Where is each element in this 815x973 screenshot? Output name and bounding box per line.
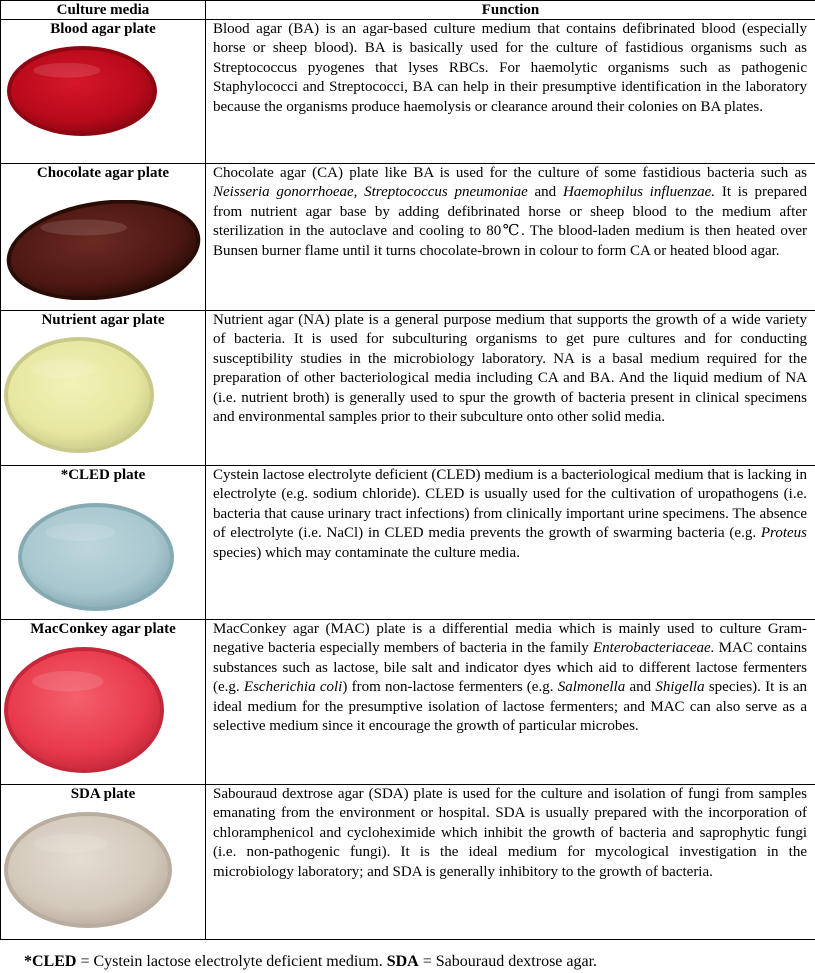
description-text: species). It is an ideal medium for the presumptive isolation of lactose fermenters; and MAC can also serve as a selective medium since it encourage the growth of particular microbes. [213,679,808,735]
italic-term: Enterobacteriaceae. [592,640,715,657]
footnote-abbr-sda: SDA [386,953,419,970]
plate-agar-surface [8,651,160,769]
description-text: and [625,679,656,696]
plate-highlight [45,523,115,541]
function-cell [206,620,815,785]
media-cell [1,164,206,311]
description-text: Cystein lactose electrolyte deficient (CLED) medium is a bacteriological medium that is lacking in electrolyte (e.g. sodium chloride). CLED is usually used for the cultivation of uropathogens (i.e. bacteria that cause urinary tract infections) from clinically important urine specimens. The absence of electrolyte (i.e. NaCl) in CLED media prevents the growth of swarming bacteria (e.g. [213,467,807,542]
plate-agar-surface [8,816,168,924]
function-description [206,20,815,117]
italic-term: Proteus [760,525,807,542]
agar-plate-image [3,811,173,929]
plate-highlight [33,63,100,78]
plate-highlight [40,220,127,236]
italic-term: Neisseria gonorrhoeae, Streptococcus pneumoniae [213,184,528,201]
function-description [206,785,815,882]
italic-term: Haemophilus influenzae. [562,184,716,201]
media-name: MacConkey agar plate [30,621,176,637]
media-cell [1,620,206,785]
media-name: SDA plate [70,786,136,802]
footnote [24,952,597,972]
agar-plate-image [6,45,158,137]
table-header-row [1,1,815,20]
table-row [1,785,815,940]
function-cell [206,20,815,164]
column-header-culture-media: Culture media [1,1,206,20]
description-text: Blood agar (BA) is an agar-based culture medium that contains defibrinated blood (especially horse or sheep blood). BA is basically used for the culture of fastidious organisms such as Streptococcus pyogenes that lyses RBCs. For haemolytic organisms such as pathogenic Staphylococci and Streptococci, BA can help in their presumptive identification in the laboratory because the organisms produce haemolysis or clearance around their colonies on BA plates. [213,21,807,115]
table-row [1,620,815,785]
description-text: Nutrient agar (NA) plate is a general purpose medium that supports the growth of a wide variety of bacteria. It is used for subculturing organisms to get pure cultures and for conducting susceptibility studies in the microbiology laboratory. NA is a basal medium required for the preparation of other bacteriological media including CA and BA. And the liquid medium of NA (i.e. nutrient broth) is generally used to spur the growth of bacteria present in clinical specimens and environmental samples prior to their subculture onto other solid media. [213,312,807,426]
media-cell [1,785,206,940]
description-text: Chocolate agar (CA) plate like BA is used for the culture of some fastidious bacteria such as [213,165,807,181]
description-text: and [527,184,563,201]
media-name: Blood agar plate [50,21,156,37]
table-row [1,466,815,620]
agar-plate-image [5,200,202,300]
media-name: Chocolate agar plate [36,165,170,181]
plate-agar-surface [8,341,150,449]
plate-agar-surface [22,507,170,607]
italic-term: Shigella [655,679,705,696]
media-name: *CLED plate [60,467,146,483]
media-cell [1,20,206,164]
plate-agar-surface [5,200,202,300]
function-description [206,466,815,563]
function-description [206,164,815,261]
media-cell [1,311,206,466]
italic-term: Salmonella [557,679,626,696]
function-description [206,311,815,427]
plate-highlight [34,834,109,853]
plate-agar-surface [11,50,153,132]
agar-plate-image [3,336,155,454]
description-text: species) which may contaminate the culture media. [213,544,520,561]
footnote-abbr-cled: *CLED [24,953,77,970]
function-cell [206,311,815,466]
italic-term: Escherichia coli [243,679,343,696]
description-text: ) from non-lactose fermenters (e.g. [342,679,558,696]
description-text: MacConkey agar (MAC) plate is a differential media which is mainly used to culture Gram-negative bacteria especially members of bacteria in the family [213,621,807,657]
description-text: It is prepared from nutrient agar base by adding defibrinated horse or sheep blood to the medium after sterilization in the autoclave and cooling to 80℃. The blood-laden medium is then heated over Bunsen burner flame until it turns chocolate-brown in colour to form CA or heated blood agar. [213,184,807,259]
function-cell [206,164,815,311]
function-cell [206,785,815,940]
plate-highlight [30,359,97,378]
footnote-def-cled: = Cystein lactose electrolyte deficient medium. [76,953,387,970]
table-row [1,20,815,164]
column-header-function: Function [206,1,815,20]
description-text: MAC contains substances such as lactose, bile salt and indicator dyes which aid to different lactose fermenters (e.g. [213,640,807,696]
media-cell [1,466,206,620]
footnote-def-sda: = Sabouraud dextrose agar. [418,953,598,970]
table-row [1,164,815,311]
table-row [1,311,815,466]
agar-plate-image [3,646,165,774]
media-name: Nutrient agar plate [41,312,165,328]
plate-highlight [32,671,103,691]
description-text: Sabouraud dextrose agar (SDA) plate is used for the culture and isolation of fungi from samples emanating from the environment or hospital. SDA is usually prepared with the incorporation of chloramphenicol and cycloheximide which inhibit the growth of bacteria and saprophytic fungi (i.e. non-pathogenic fungi). It is the ideal medium for mycological investigation in the microbiology laboratory; and SDA is generally inhibitory to the growth of bacteria. [213,786,807,880]
function-cell [206,466,815,620]
function-description [206,620,815,736]
agar-plate-image [17,502,175,612]
